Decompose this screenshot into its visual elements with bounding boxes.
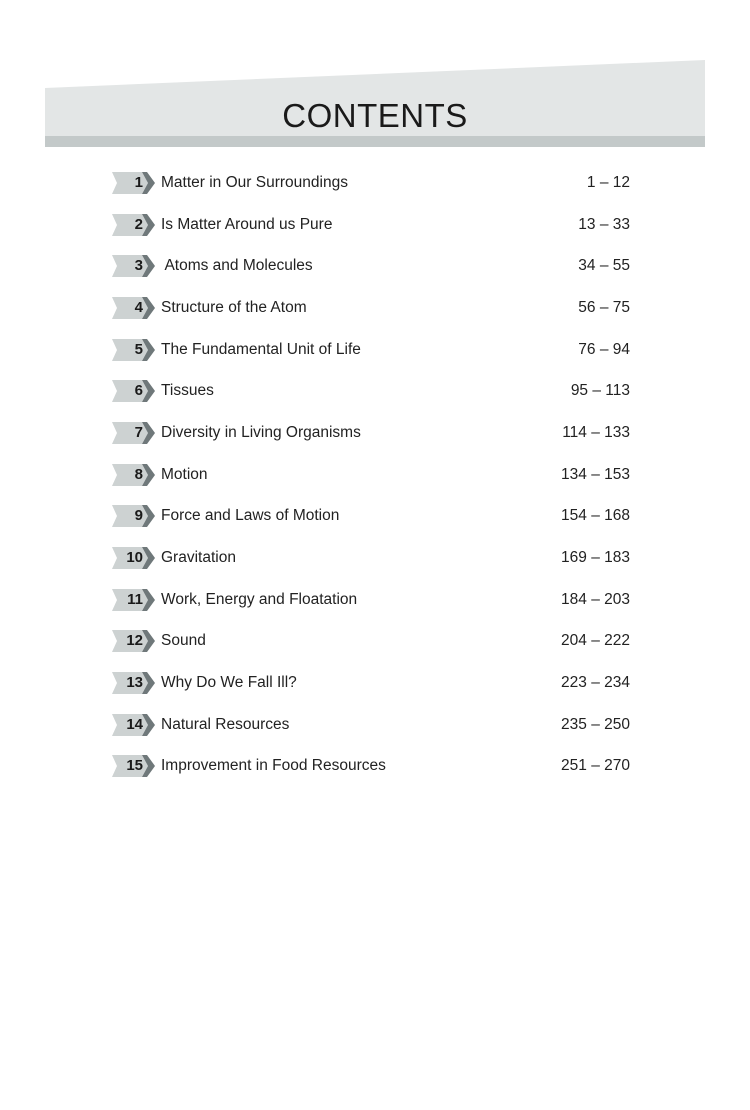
chapter-number-badge [112, 422, 156, 444]
chapter-number: 7 [134, 423, 143, 441]
chapter-title: Gravitation [161, 549, 236, 567]
chapter-number-badge [112, 589, 156, 611]
chapter-number: 15 [126, 757, 143, 775]
chapter-title: Matter in Our Surroundings [161, 173, 348, 191]
page-range: 114 – 133 [562, 423, 630, 441]
page-range: 95 – 113 [570, 382, 630, 400]
contents-list [112, 162, 632, 787]
toc-row[interactable] [112, 412, 632, 454]
chapter-number: 3 [134, 257, 143, 275]
page-range: 184 – 203 [561, 590, 630, 608]
chapter-title: Work, Energy and Floatation [161, 590, 358, 608]
toc-row[interactable] [112, 704, 632, 746]
chapter-number: 11 [127, 590, 143, 608]
chapter-number: 1 [134, 173, 143, 191]
toc-row[interactable] [112, 746, 632, 788]
toc-row[interactable] [112, 621, 632, 663]
chapter-number: 10 [126, 549, 143, 567]
toc-row[interactable] [112, 287, 632, 329]
chapter-number: 12 [126, 632, 143, 650]
chapter-title: Natural Resources [161, 715, 290, 733]
chapter-number-badge [112, 339, 156, 361]
page-range: 56 – 75 [578, 298, 630, 316]
chapter-number-badge [112, 255, 156, 277]
page-range: 169 – 183 [561, 549, 630, 567]
toc-row[interactable] [112, 579, 632, 621]
chapter-title: Tissues [161, 382, 214, 400]
chapter-number-badge [112, 547, 156, 569]
toc-row[interactable] [112, 329, 632, 371]
chapter-title: Atoms and Molecules [161, 257, 313, 275]
chapter-title: Improvement in Food Resources [161, 757, 386, 775]
header-banner [0, 0, 750, 160]
chapter-number-badge [112, 672, 156, 694]
chapter-number-badge [112, 755, 156, 777]
chapter-number-badge [112, 714, 156, 736]
page-title: CONTENTS [282, 97, 468, 134]
toc-row[interactable] [112, 245, 632, 287]
page-range: 1 – 12 [586, 173, 630, 191]
page-range: 251 – 270 [561, 757, 630, 775]
page-range: 134 – 153 [561, 465, 630, 483]
chapter-number-badge [112, 630, 156, 652]
chapter-number-badge [112, 172, 156, 194]
chapter-number: 6 [134, 382, 143, 400]
chapter-title: Is Matter Around us Pure [161, 215, 333, 233]
chapter-title: Structure of the Atom [161, 298, 307, 316]
chapter-title: Why Do We Fall Ill? [161, 674, 297, 692]
toc-row[interactable] [112, 537, 632, 579]
chapter-number-badge [112, 297, 156, 319]
banner-shape [0, 0, 750, 160]
toc-row[interactable] [112, 204, 632, 246]
chapter-title: Force and Laws of Motion [161, 507, 340, 525]
chapter-title: The Fundamental Unit of Life [161, 340, 361, 358]
page-range: 235 – 250 [561, 715, 630, 733]
chapter-number-badge [112, 214, 156, 236]
toc-row[interactable] [112, 662, 632, 704]
page-range: 13 – 33 [578, 215, 630, 233]
chapter-number-badge [112, 464, 156, 486]
chapter-number-badge [112, 380, 156, 402]
banner-underline [45, 136, 705, 147]
chapter-number: 4 [134, 298, 143, 316]
chapter-title: Sound [161, 632, 206, 650]
page-range: 34 – 55 [578, 257, 630, 275]
chapter-number: 2 [134, 215, 143, 233]
chapter-number: 8 [134, 465, 143, 483]
toc-row[interactable] [112, 496, 632, 538]
toc-row[interactable] [112, 454, 632, 496]
chapter-number: 14 [126, 715, 143, 733]
chapter-title: Diversity in Living Organisms [161, 423, 361, 441]
chapter-number: 13 [126, 674, 143, 692]
toc-row[interactable] [112, 162, 632, 204]
chapter-number-badge [112, 505, 156, 527]
page-range: 223 – 234 [561, 674, 630, 692]
page-range: 154 – 168 [561, 507, 630, 525]
toc-row[interactable] [112, 370, 632, 412]
chapter-title: Motion [161, 465, 208, 483]
chapter-number: 5 [134, 340, 143, 358]
page-range: 204 – 222 [561, 632, 630, 650]
page-range: 76 – 94 [578, 340, 630, 358]
chapter-number: 9 [134, 507, 143, 525]
